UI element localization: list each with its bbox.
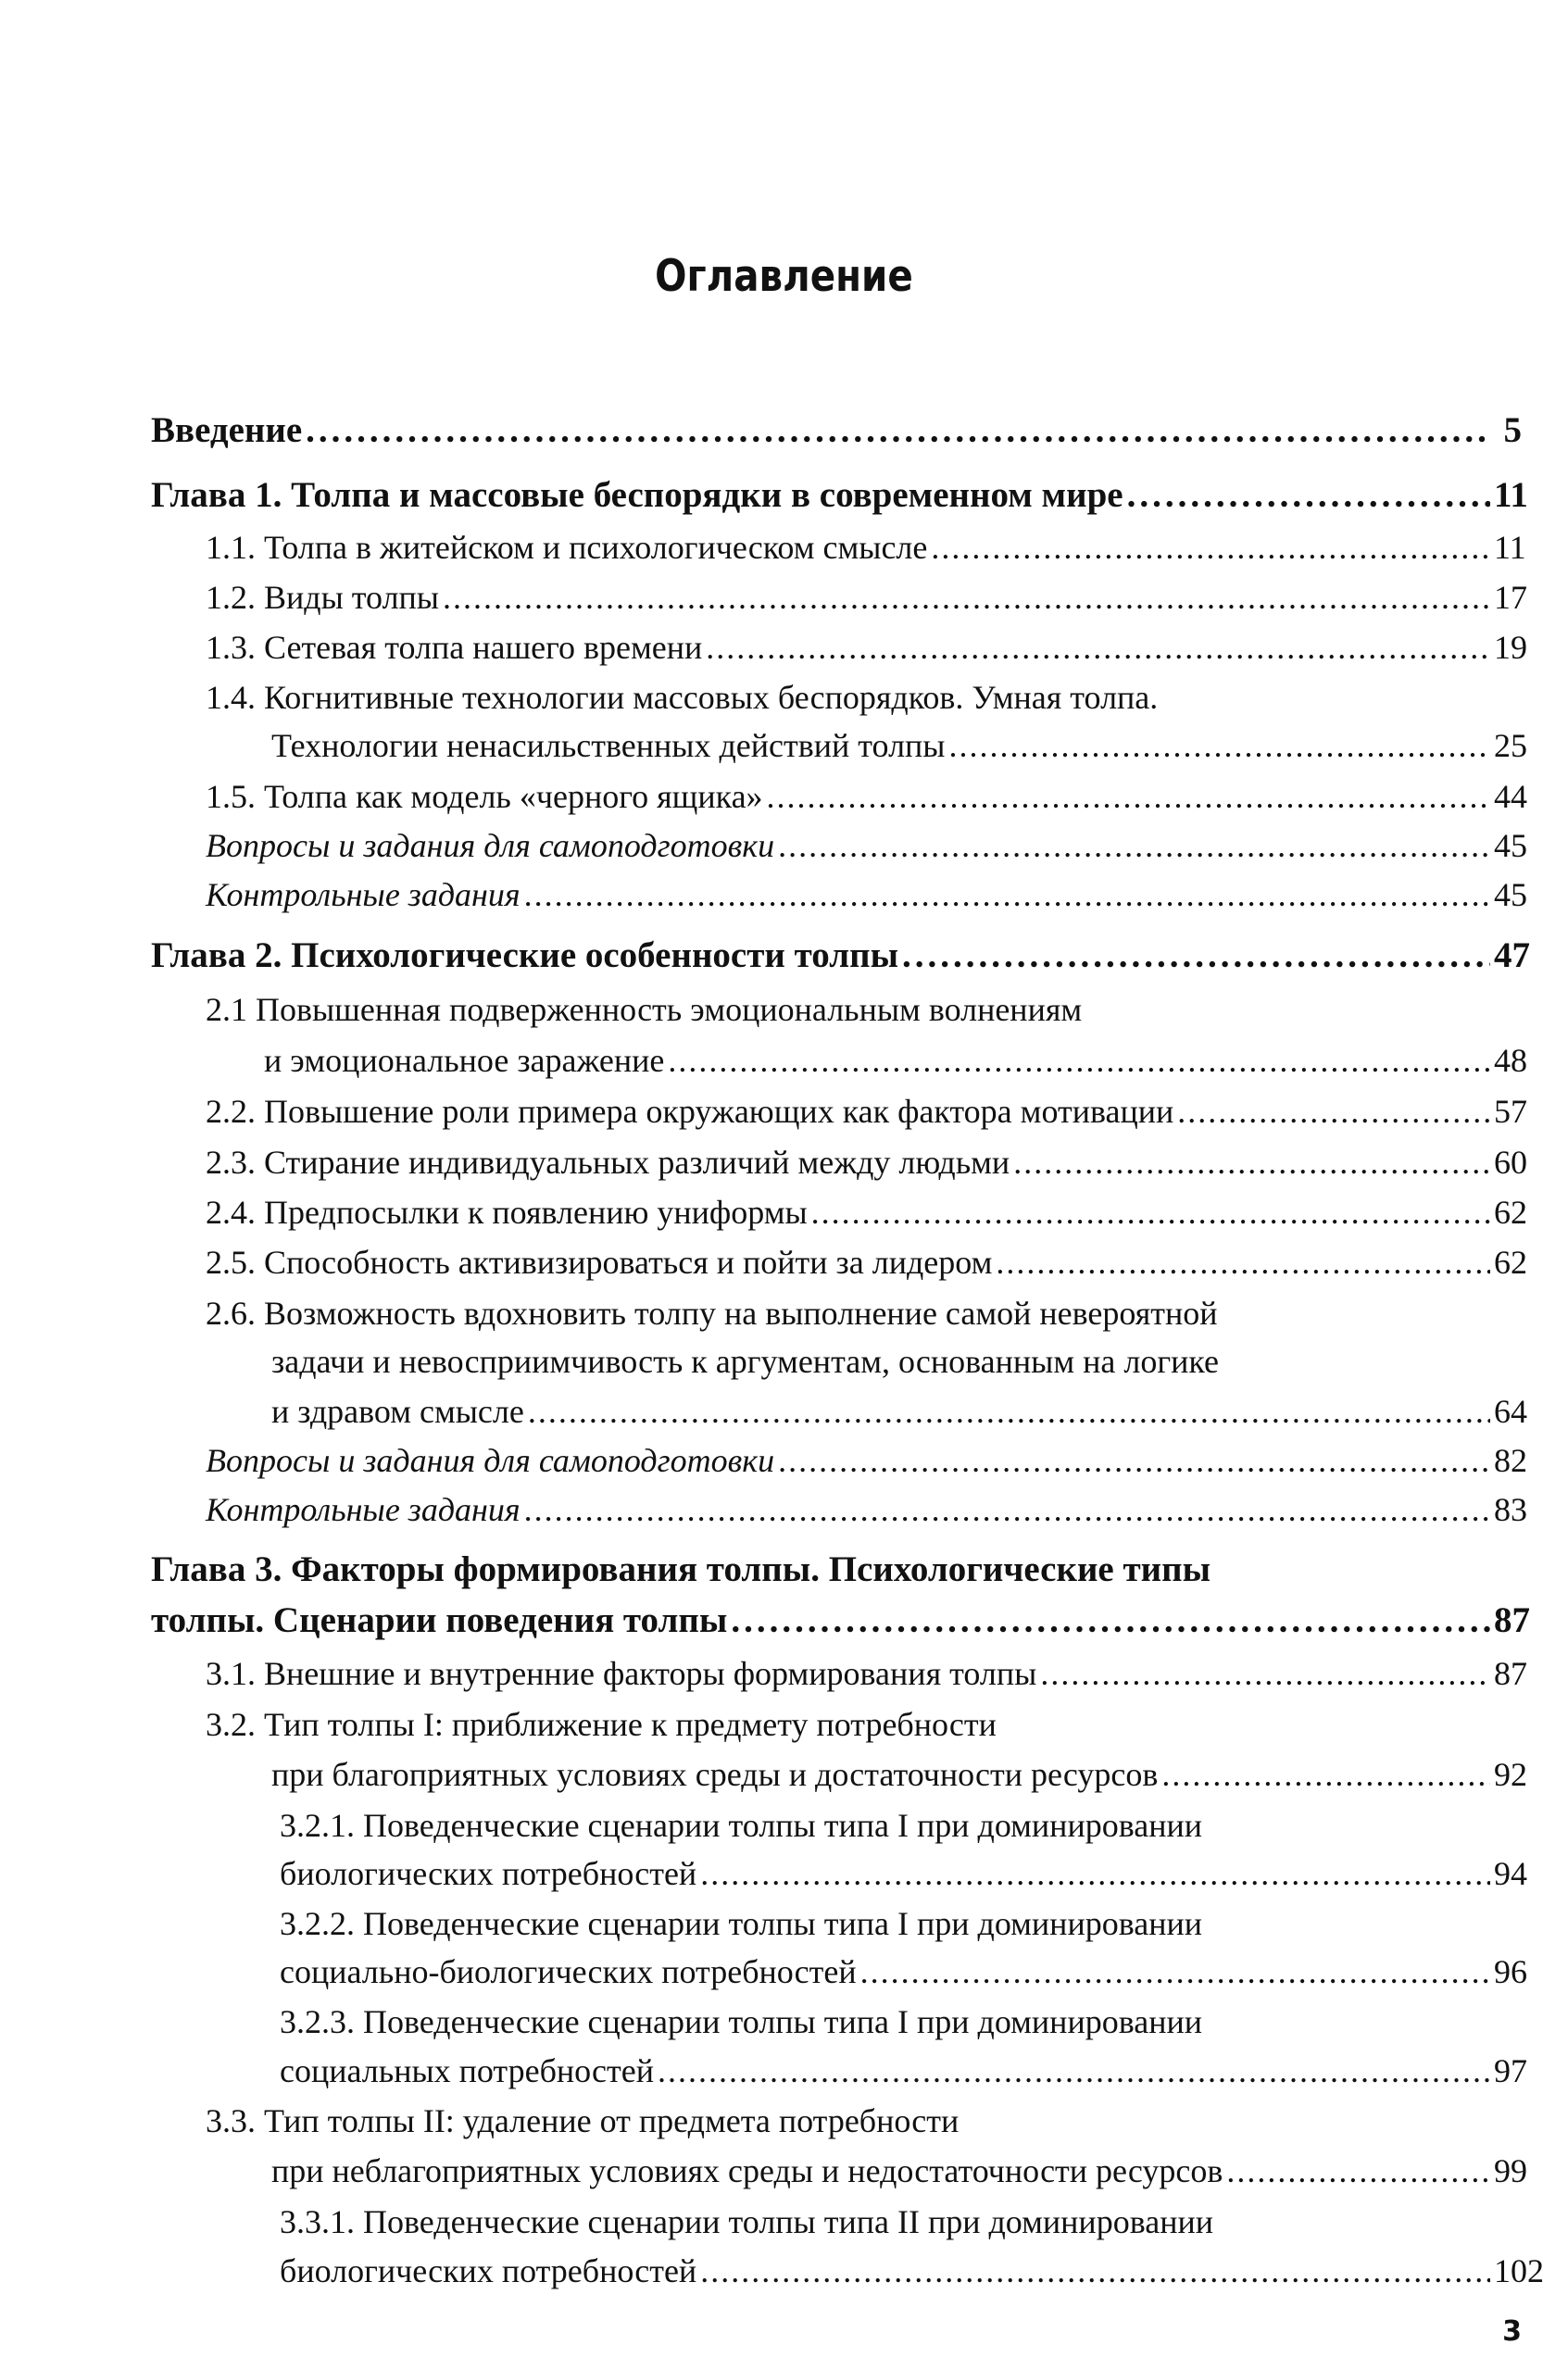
dot-leader bbox=[1226, 2148, 1490, 2194]
dot-leader bbox=[778, 1437, 1490, 1484]
dot-leader bbox=[1040, 1650, 1490, 1697]
toc-entry-text: 3.2.1. Поведенческие сценарии толпы типа I при доминировании bbox=[280, 1807, 1203, 1844]
toc-page-number: 47 bbox=[1494, 935, 1530, 975]
toc-entry-1-2[interactable] bbox=[206, 574, 1527, 621]
toc-entry-3-3-1[interactable] bbox=[280, 2248, 1544, 2294]
dot-leader bbox=[1127, 472, 1490, 519]
toc-entry-text-continued: задачи и невосприимчивость к аргументам, основанным на логике bbox=[271, 1343, 1219, 1380]
toc-entry-questions-1[interactable] bbox=[206, 822, 1527, 869]
toc-entry-text: 2.4. Предпосылки к появлению униформы bbox=[206, 1194, 808, 1231]
toc-entry-text-continued: социальных потребностей bbox=[280, 2052, 655, 2089]
toc-entry-text-continued: при благоприятных условиях среды и достаточности ресурсов bbox=[271, 1756, 1159, 1793]
toc-entry-control-tasks-1[interactable] bbox=[206, 871, 1527, 918]
toc-entry-text-continued: толпы. Сценарии поведения толпы bbox=[151, 1600, 728, 1640]
toc-entry-text: Глава 2. Психологические особенности толпы bbox=[151, 935, 899, 975]
toc-entry-text-continued: и здравом смысле bbox=[271, 1393, 524, 1430]
toc-entry-2-4[interactable] bbox=[206, 1189, 1527, 1235]
toc-page-number: 82 bbox=[1494, 1442, 1527, 1479]
toc-entry-1-5[interactable] bbox=[206, 773, 1527, 820]
toc-page-number: 17 bbox=[1494, 579, 1527, 616]
toc-entry-chapter-2[interactable] bbox=[151, 933, 1530, 979]
toc-page-number: 45 bbox=[1494, 876, 1527, 913]
dot-leader bbox=[658, 2048, 1490, 2094]
toc-entry-text: 3.2.3. Поведенческие сценарии толпы типа I при доминировании bbox=[280, 2003, 1203, 2040]
toc-entry-text: 3.1. Внешние и внутренние факторы формирования толпы bbox=[206, 1655, 1037, 1692]
toc-entry-text-continued: при неблагоприятных условиях среды и недостаточности ресурсов bbox=[271, 2152, 1223, 2189]
toc-entry-text: 1.3. Сетевая толпа нашего времени bbox=[206, 629, 703, 666]
toc-entry-2-3[interactable] bbox=[206, 1139, 1527, 1185]
toc-entry-chapter-1[interactable] bbox=[151, 472, 1528, 519]
toc-entry-control-tasks-2[interactable] bbox=[206, 1486, 1527, 1533]
toc-entry-text: Глава 3. Факторы формирования толпы. Психологические типы bbox=[151, 1549, 1211, 1589]
toc-page-number: 99 bbox=[1494, 2152, 1527, 2189]
dot-leader bbox=[700, 1850, 1490, 1897]
toc-page-number: 96 bbox=[1494, 1953, 1527, 1990]
toc-entry-introduction[interactable] bbox=[151, 407, 1522, 454]
toc-entry-text-continued: социально-биологических потребностей bbox=[280, 1953, 857, 1990]
toc-page-number: 83 bbox=[1494, 1491, 1527, 1528]
dot-leader bbox=[306, 407, 1490, 454]
toc-entry-text: 3.3.1. Поведенческие сценарии толпы типа II при доминировании bbox=[280, 2203, 1213, 2240]
toc-page-number: 87 bbox=[1494, 1655, 1527, 1692]
toc-entry-2-5[interactable] bbox=[206, 1239, 1527, 1285]
dot-leader bbox=[1177, 1088, 1490, 1135]
toc-page-number: 60 bbox=[1494, 1144, 1527, 1181]
toc-page-number: 92 bbox=[1494, 1756, 1527, 1793]
toc-entry-text: Введение bbox=[151, 410, 303, 450]
toc-page-number: 64 bbox=[1494, 1393, 1527, 1430]
toc-page-number: 44 bbox=[1494, 778, 1527, 815]
toc-entry-chapter-3[interactable] bbox=[151, 1598, 1530, 1644]
toc-entry-text-continued: биологических потребностей bbox=[280, 2252, 697, 2289]
toc-entry-text: 1.5. Толпа как модель «черного ящика» bbox=[206, 778, 763, 815]
toc-entry-text: 3.2.2. Поведенческие сценарии толпы типа I при доминировании bbox=[280, 1905, 1203, 1942]
dot-leader bbox=[528, 1388, 1490, 1435]
toc-page-number: 62 bbox=[1494, 1194, 1527, 1231]
toc-page-number: 62 bbox=[1494, 1244, 1527, 1281]
toc-entry-3-1[interactable] bbox=[206, 1650, 1527, 1697]
page-title: Оглавление bbox=[655, 251, 913, 302]
dot-leader bbox=[996, 1239, 1490, 1285]
toc-entry-text: 2.6. Возможность вдохновить толпу на выполнение самой невероятной bbox=[206, 1295, 1218, 1332]
toc-entry-text: 3.2. Тип толпы I: приближение к предмету потребности bbox=[206, 1706, 997, 1743]
toc-page-number: 45 bbox=[1494, 827, 1527, 864]
toc-entry-questions-2[interactable] bbox=[206, 1437, 1527, 1484]
toc-entry-text: 2.5. Способность активизироваться и пойти за лидером bbox=[206, 1244, 993, 1281]
toc-entry-text: 1.4. Когнитивные технологии массовых беспорядков. Умная толпа. bbox=[206, 679, 1159, 716]
page-number: 3 bbox=[1502, 2315, 1522, 2348]
toc-page-number: 87 bbox=[1494, 1600, 1530, 1640]
toc-entry-text: Вопросы и задания для самоподготовки bbox=[206, 1442, 775, 1479]
toc-entry-2-2[interactable] bbox=[206, 1088, 1527, 1135]
toc-page-number: 11 bbox=[1494, 475, 1528, 515]
dot-leader bbox=[706, 624, 1490, 671]
toc-page-number: 94 bbox=[1494, 1855, 1527, 1892]
dot-leader bbox=[524, 871, 1490, 918]
dot-leader bbox=[811, 1189, 1490, 1235]
dot-leader bbox=[767, 773, 1490, 820]
dot-leader bbox=[668, 1037, 1490, 1084]
dot-leader bbox=[443, 574, 1490, 621]
toc-entry-text-continued: и эмоциональное заражение bbox=[264, 1042, 665, 1079]
toc-entry-text: 2.3. Стирание индивидуальных различий между людьми bbox=[206, 1144, 1010, 1181]
toc-entry-2-1[interactable] bbox=[264, 1037, 1527, 1084]
toc-page-number: 11 bbox=[1494, 529, 1526, 566]
toc-entry-3-2[interactable] bbox=[271, 1751, 1527, 1798]
toc-page-number: 25 bbox=[1494, 727, 1527, 764]
toc-entry-text: Глава 1. Толпа и массовые беспорядки в современном мире bbox=[151, 475, 1123, 515]
toc-page-number: 97 bbox=[1494, 2052, 1527, 2089]
toc-entry-text-continued: биологических потребностей bbox=[280, 1855, 697, 1892]
toc-page-number: 102 bbox=[1494, 2252, 1544, 2289]
dot-leader bbox=[949, 722, 1491, 769]
toc-entry-3-3[interactable] bbox=[271, 2148, 1527, 2194]
dot-leader bbox=[778, 822, 1490, 869]
dot-leader bbox=[1161, 1751, 1490, 1798]
toc-entry-text: Контрольные задания bbox=[206, 876, 521, 913]
toc-page-number: 57 bbox=[1494, 1093, 1527, 1130]
toc-page-number: 5 bbox=[1503, 410, 1522, 450]
toc-entry-1-1[interactable] bbox=[206, 524, 1526, 570]
dot-leader bbox=[1013, 1139, 1490, 1185]
dot-leader bbox=[524, 1486, 1490, 1533]
dot-leader bbox=[731, 1598, 1490, 1644]
toc-entry-3-2-1[interactable] bbox=[280, 1850, 1527, 1897]
toc-entry-text-continued: Технологии ненасильственных действий толпы bbox=[271, 727, 946, 764]
toc-page-number: 48 bbox=[1494, 1042, 1527, 1079]
toc-entry-text: 1.1. Толпа в житейском и психологическом смысле bbox=[206, 529, 928, 566]
dot-leader bbox=[700, 2248, 1490, 2294]
toc-entry-text: 2.1 Повышенная подверженность эмоциональным волнениям bbox=[206, 991, 1083, 1028]
dot-leader bbox=[931, 524, 1490, 570]
toc-entry-text: 1.2. Виды толпы bbox=[206, 579, 439, 616]
toc-entry-text: 3.3. Тип толпы II: удаление от предмета потребности bbox=[206, 2102, 960, 2139]
toc-page-number: 19 bbox=[1494, 629, 1527, 666]
toc-entry-text: Вопросы и задания для самоподготовки bbox=[206, 827, 775, 864]
toc-entry-text: Контрольные задания bbox=[206, 1491, 521, 1528]
toc-entry-3-2-3[interactable] bbox=[280, 2048, 1527, 2094]
dot-leader bbox=[902, 933, 1490, 979]
toc-entry-1-3[interactable] bbox=[206, 624, 1527, 671]
toc-entry-3-2-2[interactable] bbox=[280, 1949, 1527, 1995]
toc-entry-1-4[interactable] bbox=[271, 722, 1527, 769]
dot-leader bbox=[860, 1949, 1490, 1995]
toc-entry-2-6[interactable] bbox=[271, 1388, 1527, 1435]
toc-entry-text: 2.2. Повышение роли примера окружающих как фактора мотивации bbox=[206, 1093, 1174, 1130]
